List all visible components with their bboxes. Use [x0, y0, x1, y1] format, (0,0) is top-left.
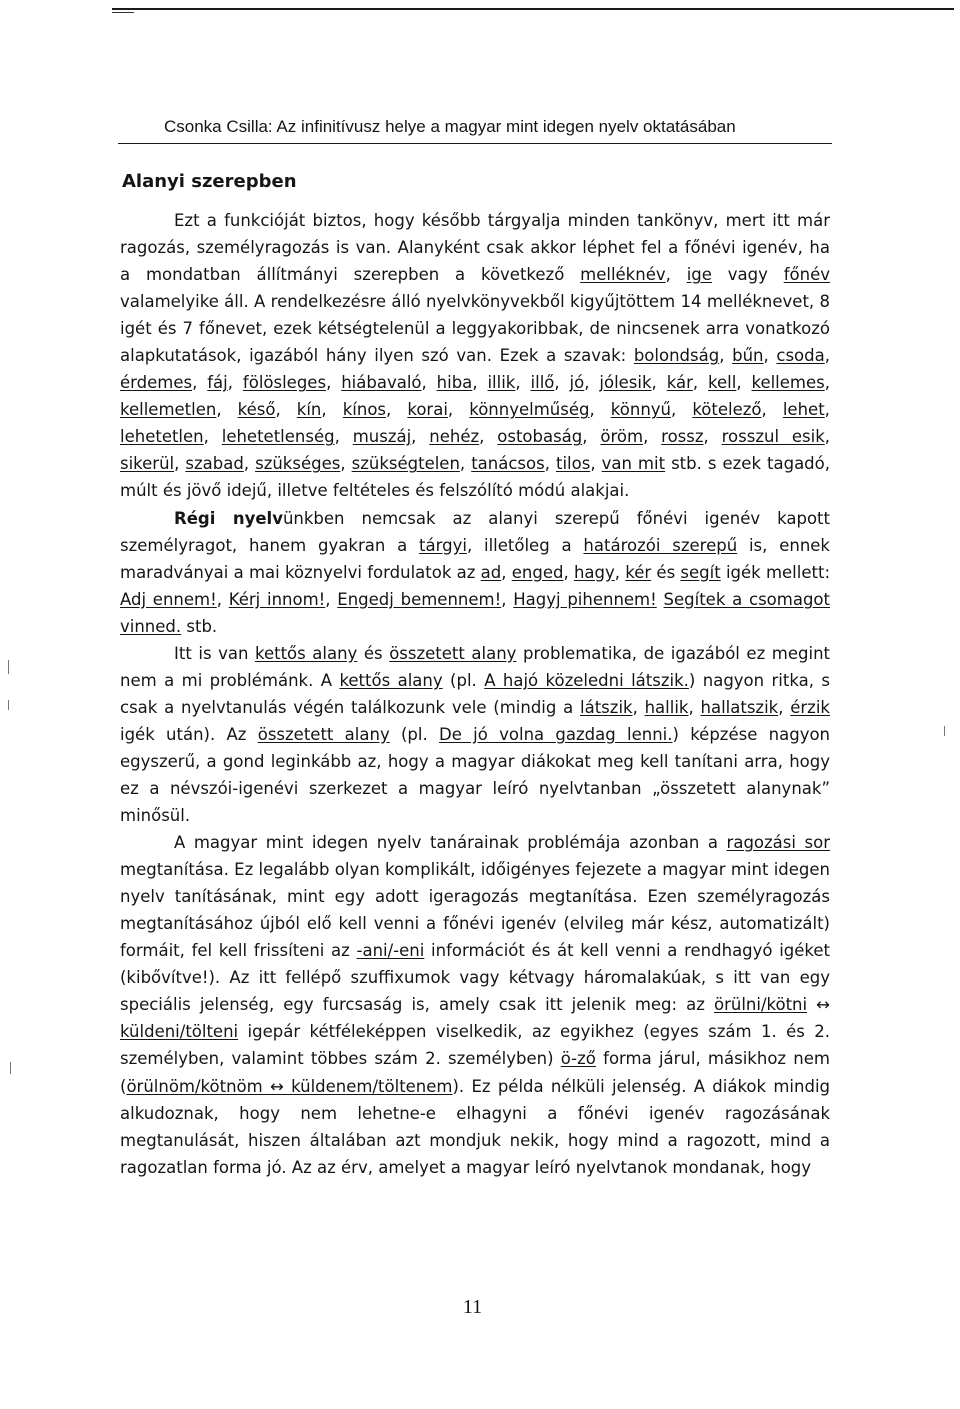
term-word: korai: [407, 400, 448, 420]
term-word: kell: [708, 373, 737, 393]
example-2: Kérj innom!: [228, 589, 326, 609]
term-word: illő: [530, 373, 555, 393]
term-word: szükségtelen: [351, 454, 460, 474]
term-ige: ige: [686, 265, 712, 285]
term-word: bűn: [732, 346, 764, 366]
page-number: 11: [462, 1296, 483, 1318]
margin-mark: [944, 726, 945, 736]
term-word: nehéz: [429, 427, 480, 447]
term-word: muszáj: [352, 427, 412, 447]
running-header: Csonka Csilla: Az infinitívusz helye a magyar mint idegen nyelv oktatásában: [164, 117, 736, 136]
term-word: szabad: [185, 454, 244, 474]
margin-mark: [10, 1062, 11, 1074]
example-5: Segítek a csomagot vinned.: [120, 589, 830, 636]
term-word: rosszul esik: [721, 427, 825, 447]
margin-mark: [8, 660, 9, 674]
term-word: kellemetlen: [120, 400, 217, 420]
term-word: kínos: [342, 400, 387, 420]
term-word: rossz: [661, 427, 704, 447]
term-word: hiábavaló: [341, 373, 422, 393]
term-word: kellemes: [751, 373, 825, 393]
term-word: illik: [487, 373, 516, 393]
term-fonev: főnév: [783, 265, 830, 285]
term-word: sikerül: [120, 454, 175, 474]
term-word: fölösleges: [242, 373, 327, 393]
term-word: tanácsos: [471, 454, 545, 474]
term-word: fáj: [207, 373, 228, 393]
term-word: érdemes: [120, 373, 193, 393]
example-3: Engedj bemennem!: [337, 589, 502, 609]
term-word: lehet: [782, 400, 825, 420]
term-melleknev: melléknév: [580, 265, 666, 285]
margin-mark: [8, 700, 9, 710]
body-text: [120, 207, 830, 1181]
term-word: jólesik: [599, 373, 652, 393]
term-word: kötelező: [692, 400, 762, 420]
term-word: jó: [569, 373, 585, 393]
paragraph-4: A magyar mint idegen nyelv tanárainak problémája azonban a ragozási sor megtanítása. Ez legalább olyan komplikált, időigényes fejezete a magyar mint idegen nyelv tanításának, mint egy adott igeragozás megtanítása. Ezen személyragozás megtanításához újból elő kell venni a főnévi igenév (elvileg már kész, automatizált) formáit, fel kell frissíteni az -ani/-eni információt és át kell venni a rendhagyó igéket (kibővítve!). Az itt fellépő szuffixumok vagy kétvagy háromalakúak, s itt van egy speciális jelenség, egy furcsaság is, amely csak itt jelenik meg: az örülni/kötni ↔ küldeni/tölteni igepár kétféleképpen viselkedik, az egyikhez (egyes szám 1. és 2. személyben, valamint többes szám 2. személyben) ö-ző forma járul, másikhoz nem (örülnöm/kötnöm ↔ küldenem/töltenem). Ez példa nélküli jelenség. A diákok mindig alkudoznak, hogy nem lehetne-e elhagyni a főnévi igenév ragozásának megtanulását, hiszen általában azt mondjuk nekik, hogy mind a ragozott, mind a ragozatlan forma jó. Az az érv, amelyet a magyar leíró nyelvtanok mondanak, hogy: [120, 833, 831, 1177]
term-word: kár: [666, 373, 693, 393]
term-word: hiba: [436, 373, 473, 393]
paragraph-1: Ezt a funkcióját biztos, hogy később tárgyalja minden tankönyv, mert itt már ragozás, személyragozás is van. Alanyként csak akkor léphet fel a főnévi igenév, ha a mondatban állítmányi szerepben a következő melléknév, ige vagy főnév valamelyike áll. A rendelkezésre álló nyelvkönyvekből kigyűjtöttem 14 melléknevet, 8 igét és 7 főnevet, ezek kétségtelenül a leggyakoribbak, de nincsenek arra vonatkozó alapkutatások, igazából hány ilyen szó van. Ezek a szavak: bolondság, bűn, csoda, érdemes, fáj, fölösleges, hiábavaló, hiba, illik, illő, jó, jólesik, kár, kell, kellemes, kellemetlen, késő, kín, kínos, korai, könnyelműség, könnyű, kötelező, lehet, lehetetlen, lehetetlenség, muszáj, nehéz, ostobaság, öröm, rossz, rosszul esik, sikerül, szabad, szükséges, szükségtelen, tanácsos, tilos, van mit stb. s ezek tagadó, múlt és jövő idejű, illetve feltételes és felszólító módú alakjai.: [120, 211, 831, 501]
term-word: késő: [237, 400, 276, 420]
term-word: ostobaság: [497, 427, 583, 447]
paragraph-2: Régi nyelvünkben nemcsak az alanyi szerepű főnévi igenév kapott személyragot, hanem gyakran a tárgyi, illetőleg a határozói szerepű is, ennek maradványai a mai köznyelvi fordulatok az ad, enged, hagy, kér és segít igék mellett: Adj ennem!, Kérj innom!, Engedj bemennem!, Hagyj pihennem! Segítek a csomagot vinned. stb.: [120, 508, 830, 636]
term-word: csoda: [776, 346, 825, 366]
term-word: könnyű: [610, 400, 671, 420]
word-list: bolondság, bűn, csoda, érdemes, fáj, fölösleges, hiábavaló, hiba, illik, illő, jó, jólesik, kár, kell, kellemes, kellemetlen, késő, kín, kínos, korai, könnyelműség, könnyű, kötelező, lehet, lehetetlen, lehetetlenség, muszáj, nehéz, ostobaság, öröm, rossz, rosszul esik, sikerül, szabad, szükséges, szükségtelen, tanácsos, tilos, van mit: [120, 346, 831, 474]
section-heading: Alanyi szerepben: [122, 171, 297, 192]
paragraph-3: Itt is van kettős alany és összetett alany problematika, de igazából ez megint nem a mi problémánk. A kettős alany (pl. A hajó közeledni látszik.) nagyon ritka, s csak a nyelvtanulás végén találkozunk vele (mindig a látszik, hallik, hallatszik, érzik igék után). Az összetett alany (pl. De jó volna gazdag lenni.) képzése nagyon egyszerű, a gond leginkább az, hogy a magyar diákokat meg kell tanítani arra, hogy ez a névszói-igenévi szerkezet a magyar leíró nyelvtanban „összetett alanynak” minősül.: [120, 643, 831, 826]
header-rule: [118, 143, 832, 144]
top-rule: [112, 8, 954, 10]
term-word: öröm: [600, 427, 644, 447]
term-word: szükséges: [255, 454, 341, 474]
term-word: lehetetlenség: [221, 427, 335, 447]
top-rule-stub: [112, 12, 134, 13]
term-word: könnyelműség: [469, 400, 590, 420]
term-word: bolondság: [633, 346, 720, 366]
example-4: Hagyj pihennem!: [513, 589, 657, 609]
term-word: tilos: [555, 454, 591, 474]
term-word: van mit: [601, 454, 666, 474]
term-word: lehetetlen: [120, 427, 204, 447]
term-word: kín: [296, 400, 322, 420]
example-1: Adj ennem!: [120, 589, 217, 609]
